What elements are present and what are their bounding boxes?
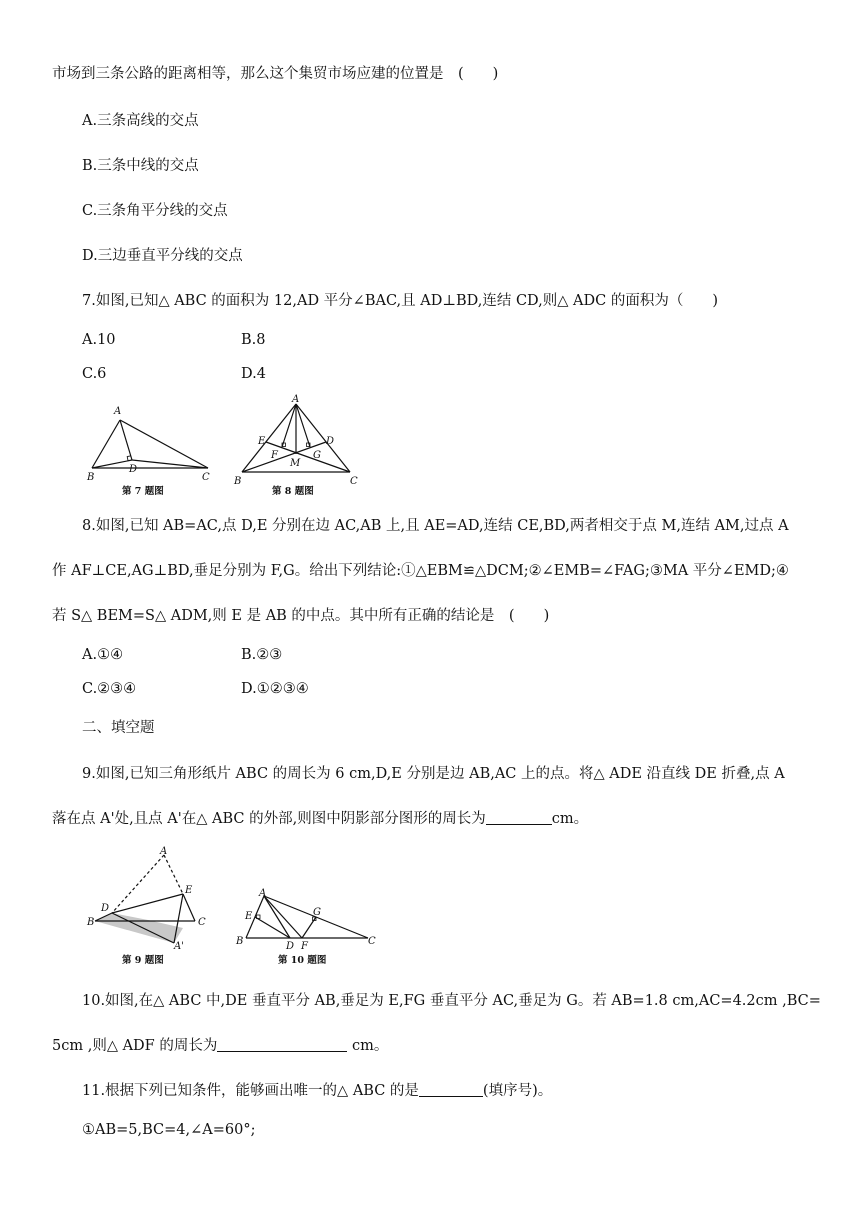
q8-figure-caption: 第 8 题图 [272, 486, 314, 497]
q7-option-c: C.6 [82, 366, 107, 382]
q6-stem-tail: 市场到三条公路的距离相等，那么这个集贸市场应建的位置是 ( ) [52, 66, 499, 82]
q8-label-c: C [350, 476, 358, 487]
q7-label-c: C [202, 472, 210, 483]
q10-label-c: C [368, 936, 376, 947]
q8-option-d: D.①②③④ [241, 681, 309, 697]
q8-option-c: C.②③④ [82, 681, 137, 697]
q7-figure-caption: 第 7 题图 [122, 486, 164, 497]
q11-stem [82, 1081, 552, 1101]
q6-option-a: A.三条高线的交点 [82, 113, 199, 129]
q11-answer-blank[interactable] [419, 1082, 483, 1097]
q9-dashed-ae [164, 855, 183, 894]
q8-segment-ag [296, 404, 310, 447]
q8-label-d: D [326, 436, 335, 447]
q10-unit: cm。 [347, 1038, 389, 1054]
figure-q7 [82, 398, 222, 500]
q9-answer-blank[interactable] [486, 810, 552, 825]
q9-shaded-region [95, 913, 183, 943]
q9-stem-line-2 [52, 809, 588, 829]
q9-segment-ec [183, 894, 195, 921]
q7-label-b: B [87, 472, 95, 483]
q7-option-d: D.4 [241, 366, 266, 382]
q7-label-d: D [129, 464, 138, 475]
q9-label-d: D [101, 903, 110, 914]
q6-option-b: B.三条中线的交点 [82, 158, 199, 174]
q8-label-f: F [271, 450, 278, 461]
q9-unit: cm。 [551, 811, 589, 827]
q9-label-a: A [160, 846, 168, 857]
q10-label-e: E [245, 911, 253, 922]
q8-stem-line-1: 8.如图,已知 AB=AC,点 D,E 分别在边 AC,AB 上,且 AE=AD,连结 CE,BD,两者相交于点 M,连结 AM,过点 A [82, 518, 789, 534]
q9-segment-ea-prime [174, 894, 183, 943]
q10-stem-line-2 [52, 1036, 388, 1056]
q8-segment-af [282, 404, 296, 447]
q10-stem-line-1: 10.如图,在△ ABC 中,DE 垂直平分 AB,垂足为 E,FG 垂直平分 AC,垂足为 G。若 AB=1.8 cm,AC=4.2cm ,BC= [82, 993, 821, 1009]
figure-q9 [84, 845, 224, 970]
q7-segment-bd [92, 460, 132, 468]
q9-label-b: B [87, 917, 95, 928]
q9-stem-line-1: 9.如图,已知三角形纸片 ABC 的周长为 6 cm,D,E 分别是边 AB,AC 上的点。将△ ADE 沿直线 DE 折叠,点 A [82, 766, 785, 782]
q8-label-m: M [290, 458, 301, 469]
q9-figure-caption: 第 9 题图 [122, 955, 164, 966]
q8-option-b: B.②③ [241, 647, 283, 663]
q8-stem-line-2: 作 AF⊥CE,AG⊥BD,垂足分别为 F,G。给出下列结论:①△EBM≌△DCM;②∠EMB=∠FAG;③MA 平分∠EMD;④ [52, 563, 789, 579]
q7-option-a: A.10 [82, 332, 116, 348]
q8-option-a: A.①④ [82, 647, 124, 663]
q7-label-a: A [114, 406, 122, 417]
q8-label-g: G [313, 450, 321, 461]
q10-label-a: A [259, 888, 267, 899]
q10-label-g: G [313, 907, 321, 918]
q8-label-e: E [258, 436, 266, 447]
q8-label-a: A [292, 394, 300, 405]
q10-figure-caption: 第 10 题图 [278, 955, 327, 966]
q8-stem-line-3: 若 S△ BEM=S△ ADM,则 E 是 AB 的中点。其中所有正确的结论是 ( ) [52, 608, 550, 624]
q9-label-a-prime: A' [174, 941, 184, 952]
q9-label-e: E [185, 885, 193, 896]
q9-dashed-ad [112, 855, 164, 913]
figure-q8 [230, 392, 370, 500]
q7-segment-ac [120, 420, 208, 468]
q9-segment-de [112, 894, 183, 913]
q11-stem-text: 11.根据下列已知条件，能够画出唯一的△ ABC 的是 [82, 1083, 419, 1099]
q10-stem-text: 5cm ,则△ ADF 的周长为 [52, 1038, 218, 1054]
q10-segment-ad [264, 896, 290, 938]
q10-label-f: F [301, 941, 308, 952]
q10-label-b: B [236, 936, 244, 947]
q7-option-b: B.8 [241, 332, 266, 348]
q6-option-c: C.三条角平分线的交点 [82, 203, 228, 219]
q6-option-d: D.三边垂直平分线的交点 [82, 248, 243, 264]
section-title-fill-in: 二、填空题 [82, 720, 155, 736]
figure-q10 [232, 888, 382, 970]
q8-label-b: B [234, 476, 242, 487]
q10-label-d: D [286, 941, 295, 952]
q9-stem-text: 落在点 A'处,且点 A'在△ ABC 的外部,则图中阴影部分图形的周长为 [52, 811, 486, 827]
q7-segment-ab [92, 420, 120, 468]
q7-stem: 7.如图,已知△ ABC 的面积为 12,AD 平分∠BAC,且 AD⊥BD,连结 CD,则△ ADC 的面积为（ ) [82, 293, 718, 309]
q10-segment-af [264, 896, 302, 938]
q10-segment-de [255, 917, 290, 938]
q10-answer-blank[interactable] [217, 1037, 347, 1052]
q9-label-c: C [198, 917, 206, 928]
q11-stem-tail: (填序号)。 [482, 1083, 553, 1099]
q11-condition-1: ①AB=5,BC=4,∠A=60°; [82, 1122, 256, 1138]
